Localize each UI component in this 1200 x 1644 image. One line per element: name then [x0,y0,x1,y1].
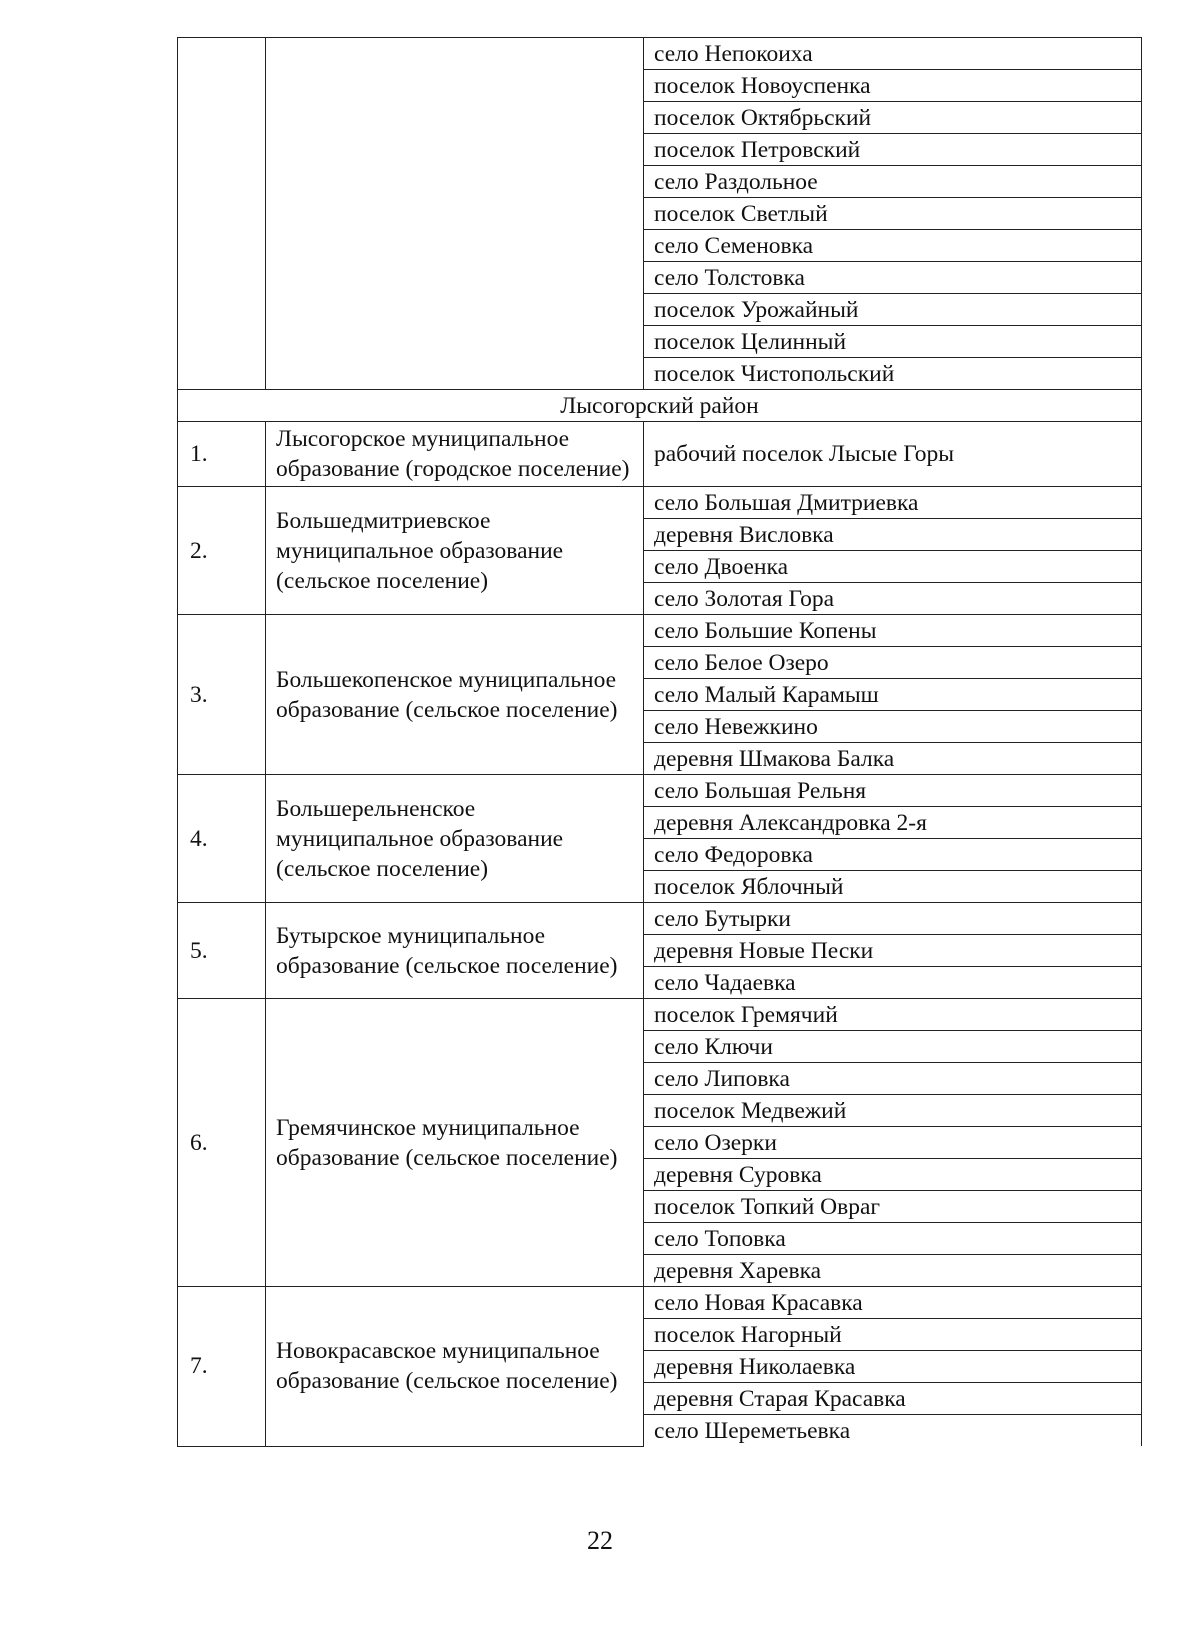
locality-cell: село Большая Дмитриевка [644,487,1142,519]
table-row [178,422,1142,487]
page-number: 22 [587,1526,613,1555]
locality-cell: поселок Яблочный [644,871,1142,903]
locality-cell: село Шереметьевка [644,1415,1142,1447]
locality-cell: село Липовка [644,1063,1142,1095]
locality-cell: село Новая Красавка [644,1287,1142,1319]
settlements-table [177,37,1142,1447]
entity-name: Бутырское муниципальное образование (сельское поселение) [266,903,644,999]
table-row [178,999,1142,1031]
table-row [178,775,1142,807]
entity-number: 7. [178,1287,266,1447]
locality-cell: село Топовка [644,1223,1142,1255]
table-row [178,38,1142,70]
entity-name: Лысогорское муниципальное образование (городское поселение) [266,422,644,487]
locality-cell: рабочий поселок Лысые Горы [644,422,1142,487]
entity-name: Новокрасавское муниципальное образование (сельское поселение) [266,1287,644,1447]
entity-number: 3. [178,615,266,775]
entity-name: Большекопенское муниципальное образование (сельское поселение) [266,615,644,775]
district-row [178,390,1142,422]
locality-cell: поселок Целинный [644,326,1142,358]
locality-cell: деревня Висловка [644,519,1142,551]
locality-cell: деревня Суровка [644,1159,1142,1191]
entity-number: 4. [178,775,266,903]
entity-name: Большедмитриевское муниципальное образование (сельское поселение) [266,487,644,615]
table-row [178,903,1142,935]
entity-name: Гремячинское муниципальное образование (сельское поселение) [266,999,644,1287]
table-row [178,487,1142,519]
locality-cell: деревня Шмакова Балка [644,743,1142,775]
entity-name-cell [266,38,644,390]
locality-cell: поселок Гремячий [644,999,1142,1031]
district-title: Лысогорский район [178,390,1142,422]
locality-cell: поселок Чистопольский [644,358,1142,390]
locality-cell: поселок Медвежий [644,1095,1142,1127]
locality-cell: село Ключи [644,1031,1142,1063]
settlements-table-body [178,38,1142,1447]
locality-cell: село Большие Копены [644,615,1142,647]
locality-cell: село Озерки [644,1127,1142,1159]
locality-cell: деревня Старая Красавка [644,1383,1142,1415]
locality-cell: поселок Нагорный [644,1319,1142,1351]
locality-cell: село Толстовка [644,262,1142,294]
entity-number: 1. [178,422,266,487]
entity-number: 2. [178,487,266,615]
locality-cell: село Чадаевка [644,967,1142,999]
entity-name: Большерельненское муниципальное образование (сельское поселение) [266,775,644,903]
locality-cell: село Белое Озеро [644,647,1142,679]
locality-cell: село Двоенка [644,551,1142,583]
locality-cell: село Большая Рельня [644,775,1142,807]
locality-cell: село Семеновка [644,230,1142,262]
locality-cell: село Невежкино [644,711,1142,743]
locality-cell: поселок Топкий Овраг [644,1191,1142,1223]
entity-number: 5. [178,903,266,999]
entity-number-cell [178,38,266,390]
entity-number: 6. [178,999,266,1287]
locality-cell: поселок Новоуспенка [644,70,1142,102]
locality-cell: село Бутырки [644,903,1142,935]
locality-cell: поселок Октябрьский [644,102,1142,134]
locality-cell: село Федоровка [644,839,1142,871]
locality-cell: деревня Александровка 2-я [644,807,1142,839]
locality-cell: поселок Светлый [644,198,1142,230]
table-row [178,615,1142,647]
locality-cell: деревня Николаевка [644,1351,1142,1383]
locality-cell: поселок Петровский [644,134,1142,166]
locality-cell: село Раздольное [644,166,1142,198]
locality-cell: деревня Харевка [644,1255,1142,1287]
locality-cell: село Золотая Гора [644,583,1142,615]
locality-cell: село Непокоиха [644,38,1142,70]
table-row [178,1287,1142,1319]
locality-cell: деревня Новые Пески [644,935,1142,967]
locality-cell: село Малый Карамыш [644,679,1142,711]
locality-cell: поселок Урожайный [644,294,1142,326]
